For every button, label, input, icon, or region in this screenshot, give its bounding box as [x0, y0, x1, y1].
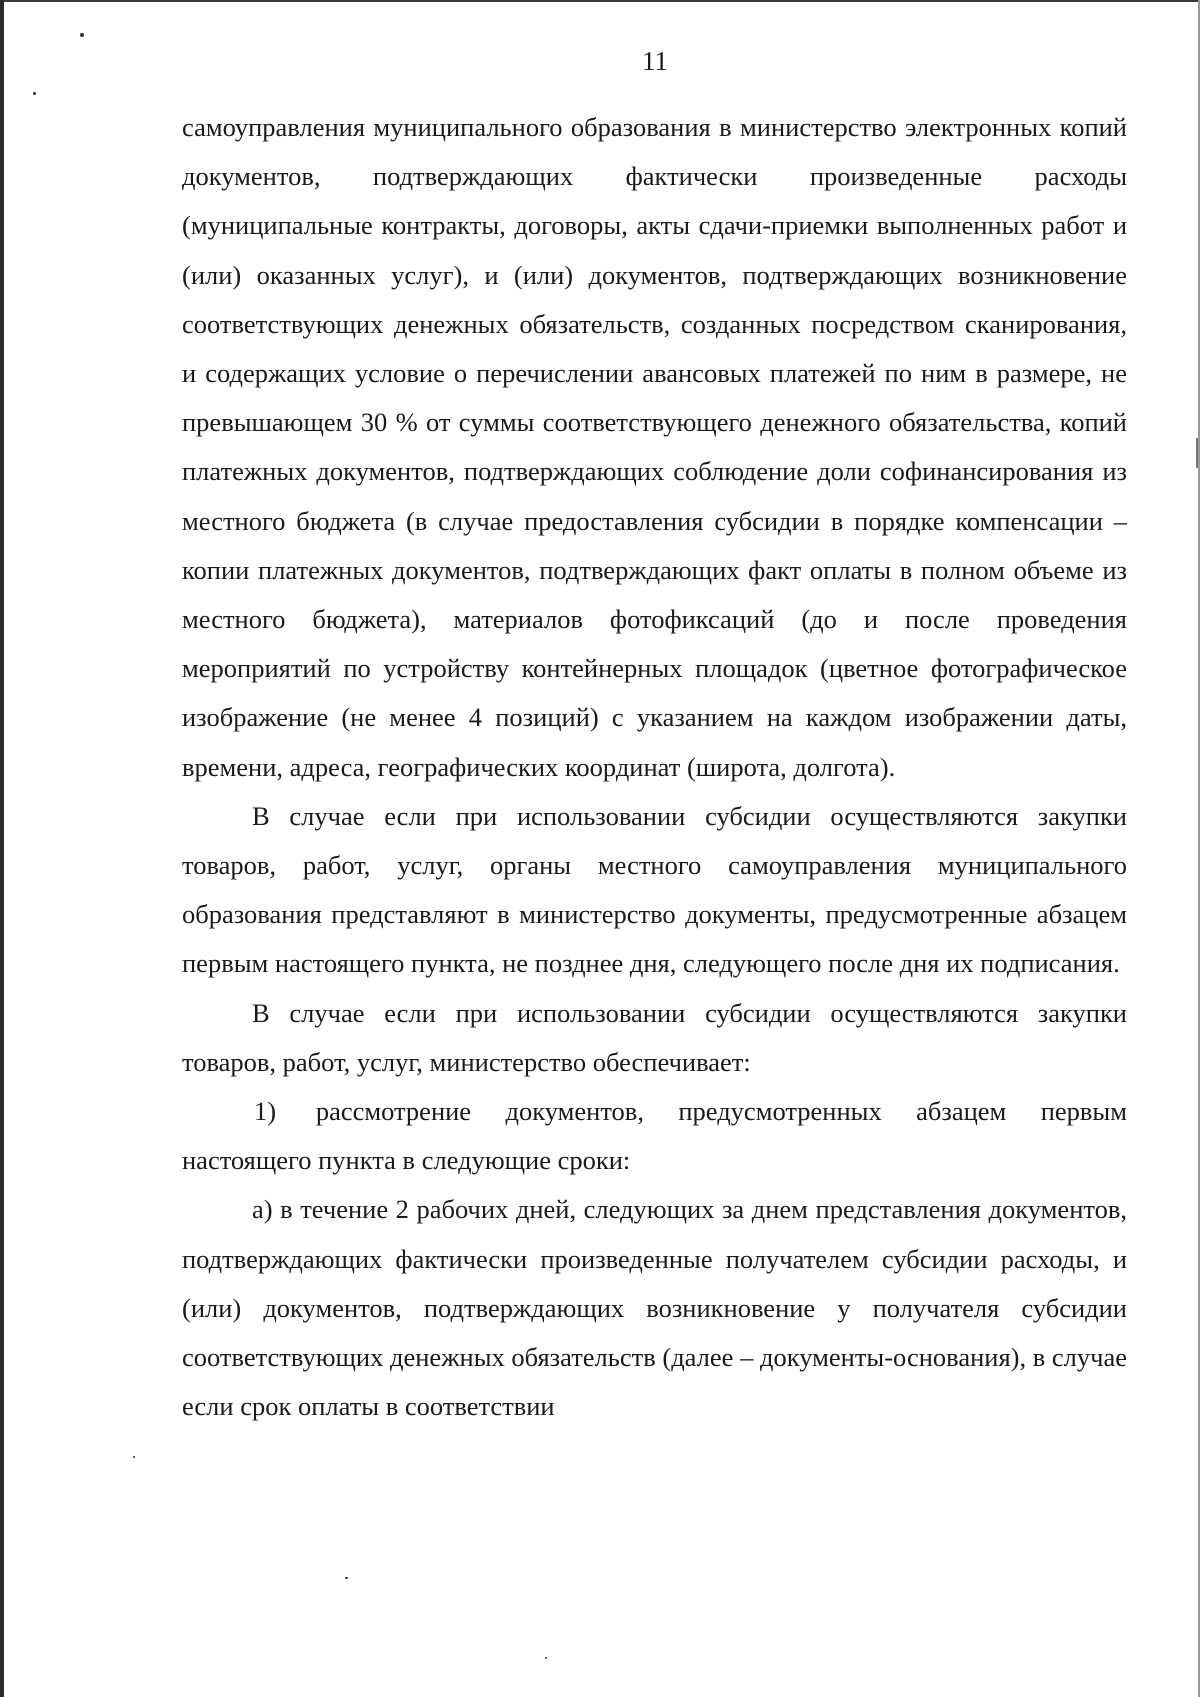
page-number: 11 — [642, 46, 668, 76]
scan-edge-top — [0, 0, 1200, 2]
paragraph-purchases-ministry: В случае если при использовании субсидии осуществляются закупки товаров, работ, услуг, министерство обеспечивает: — [182, 997, 1127, 1077]
scan-edge-left — [0, 0, 4, 1697]
list-item-1: 1) рассмотрение документов, предусмотренных абзацем первым настоящего пункта в следующие сроки: — [182, 1096, 1127, 1176]
scan-speck — [545, 1657, 547, 1659]
paragraph-purchases-municipal: В случае если при использовании субсидии осуществляются закупки товаров, работ, услуг, органы местного самоуправления муниципального образования представляют в министерство документы, предусмотренные абзацем первым настоящего пункта, не позднее дня, следующего после дня их подписания. — [182, 800, 1127, 979]
paragraph-continuation: самоуправления муниципального образования в министерство электронных копий документов, подтверждающих фактически произведенные расходы (муниципальные контракты, договоры, акты сдачи-приемки выполненных работ и (или) оказанных услуг), и (или) документов, подтверждающих возникновение соответствующих денежных обязательств, созданных посредством сканирования, и содержащих условие о перечислении авансовых платежей по ним в размере, не превышающем 30 % от суммы соответствующего денежного обязательства, копий платежных документов, подтверждающих соблюдение доли софинансирования из местного бюджета (в случае предоставления субсидии в порядке компенсации – копии платежных документов, подтверждающих факт оплаты в полном объеме из местного бюджета), материалов фотофиксаций (до и после проведения мероприятий по устройству контейнерных площадок (цветное фотографическое изображение (не менее 4 позиций) с указанием на каждом изображении даты, времени, адреса, географических координат (широта, долгота). — [182, 112, 1127, 782]
scan-speck — [345, 1577, 348, 1579]
document-body — [182, 103, 1127, 1431]
scan-speck — [33, 92, 36, 95]
scan-speck — [133, 1456, 135, 1458]
list-item-a: а) в течение 2 рабочих дней, следующих за днем представления документов, подтверждающих фактически произведенные получателем субсидии расходы, и (или) документов, подтверждающих возникновение у получателя субсидии соответствующих денежных обязательств (далее – документы-основания), в случае если срок оплаты в соответствии — [182, 1194, 1127, 1422]
scan-speck — [80, 33, 84, 37]
scan-speck — [1196, 438, 1198, 468]
